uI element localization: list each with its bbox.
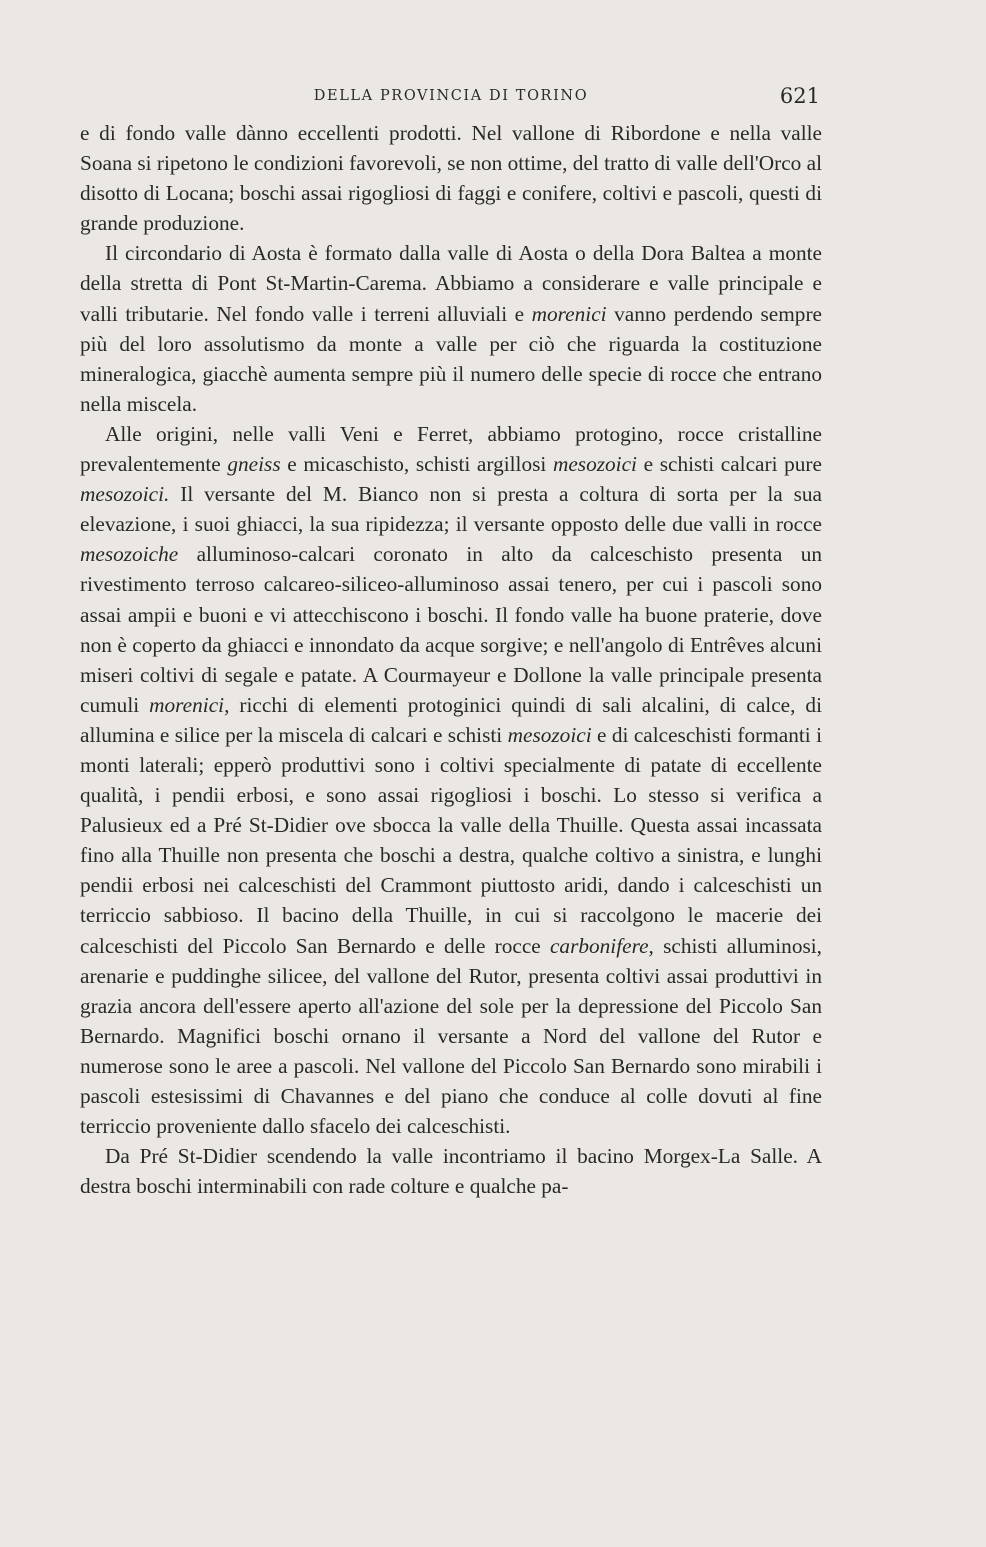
- paragraph: [80, 1141, 822, 1201]
- italic-term: gneiss: [227, 452, 281, 477]
- paragraph: [80, 419, 822, 1141]
- page-number: 621: [779, 84, 820, 108]
- italic-term: carbonifere,: [549, 933, 654, 958]
- running-title: DELLA PROVINCIA DI TORINO: [313, 88, 589, 104]
- text-run: ricchi di elementi protoginici quindi di sali alcalini, di calce, di allumina e silice per la miscela di calcari e schisti: [80, 692, 822, 747]
- italic-term: mesozoici.: [80, 482, 170, 507]
- text-run: Il versante del M. Bianco non si presta a coltura di sorta per la sua elevazione, i suoi ghiacci, la sua ripidezza; il versante opposto delle due valli in rocce: [80, 482, 822, 537]
- text-run: e di calceschisti formanti i monti laterali; epperò produttivi sono i coltivi specialmente di patate di eccellente qualità, i pendii erbosi, e sono assai rigogliosi i boschi. Lo stesso si verifica a Palusieux ed a Pré St-Didier ove sbocca la valle della Thuille. Questa assai incassata fino alla Thuille non presenta che boschi a destra, qualche coltivo a sinistra, e lunghi pendii erbosi nei calceschisti del Crammont piuttosto aridi, dando i calceschisti un terriccio sabbioso. Il bacino della Thuille, in cui si raccolgono le macerie dei calceschisti del Piccolo San Bernardo e delle rocce: [80, 722, 823, 958]
- paragraph: [80, 118, 822, 238]
- text-run: alluminoso-calcari coronato in alto da calceschisto presenta un rivestimento terroso calcareo-siliceo-alluminoso assai tenero, per cui i pascoli sono assai ampii e buoni e vi attecchiscono i boschi. Il fondo valle ha buone praterie, dove non è coperto da ghiacci e innondato da acque sorgive; e nell'angolo di Entrêves alcuni miseri coltivi di segale e patate. A Courmayeur e Dollone la valle principale presenta cumuli: [80, 542, 822, 717]
- italic-term: mesozoici: [552, 452, 637, 477]
- italic-term: morenici: [531, 301, 607, 326]
- body-text: [80, 118, 822, 1201]
- italic-term: morenici,: [149, 692, 230, 717]
- text-run: e micaschisto, schisti argillosi: [280, 452, 553, 477]
- text-run: e di fondo valle dànno eccellenti prodotti. Nel vallone di Ribordone e nella valle Soana si ripetono le condizioni favorevoli, se non ottime, del tratto di valle dell'Orco al disotto di Locana; boschi assai rigogliosi di faggi e conifere, coltivi e pascoli, questi di grande produzione.: [80, 121, 822, 236]
- text-run: Il circondario di Aosta è formato dalla valle di Aosta o della Dora Baltea a monte della stretta di Pont St-Martin-Carema. Abbiamo a considerare e valle principale e valli tributarie. Nel fondo valle i terreni alluviali e: [80, 241, 822, 326]
- text-run: e schisti calcari pure: [636, 452, 822, 477]
- italic-term: mesozoici: [507, 722, 592, 747]
- text-run: schisti alluminosi, arenarie e puddinghe silicee, del vallone del Rutor, presenta coltivi assai produttivi in grazia ancora dell'essere aperto all'azione del sole per la depressione del Piccolo San Bernardo. Magnifici boschi ornano il versante a Nord del vallone del Rutor e numerose sono le aree a pascoli. Nel vallone del Piccolo San Bernardo sono mirabili i pascoli estesissimi di Chavannes e del piano che conduce al colle dovuti al fine terriccio proveniente dallo sfacelo dei calceschisti.: [80, 933, 822, 1139]
- text-run: vanno perdendo sempre più del loro assolutismo da monte a valle per ciò che riguarda la costituzione mineralogica, giacchè aumenta sempre più il numero delle specie di rocce che entrano nella miscela.: [80, 301, 822, 416]
- text-run: Da Pré St-Didier scendendo la valle incontriamo il bacino Morgex-La Salle. A destra boschi interminabili con rade colture e qualche pa-: [80, 1144, 822, 1199]
- italic-term: mesozoiche: [80, 542, 179, 567]
- paragraph: [80, 238, 822, 419]
- running-header: [80, 84, 822, 114]
- text-run: Alle origini, nelle valli Veni e Ferret, abbiamo protogino, rocce cristalline prevalentemente: [80, 421, 822, 477]
